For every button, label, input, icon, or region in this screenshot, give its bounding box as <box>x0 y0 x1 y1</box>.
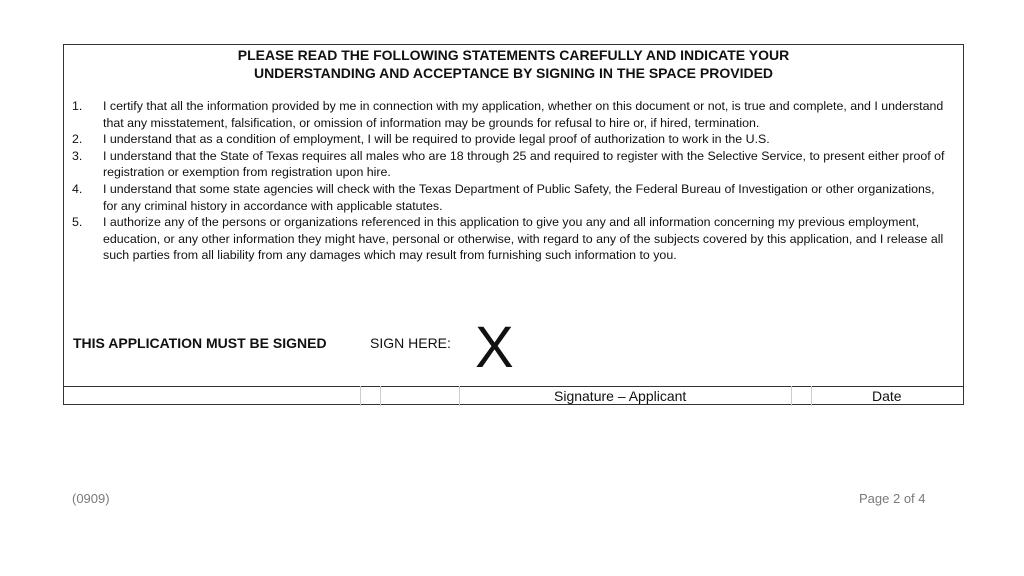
heading-line-1: PLEASE READ THE FOLLOWING STATEMENTS CAREFULLY AND INDICATE YOUR <box>237 47 790 63</box>
statement-text: I understand that the State of Texas requires all males who are 18 through 25 and required to register with the Selective Service, to present either proof of registration or exemption from registration upon hire. <box>103 148 945 180</box>
statement-item <box>72 214 946 264</box>
signature-x-mark: X <box>475 315 514 380</box>
signature-applicant-caption: Signature – Applicant <box>554 388 687 404</box>
signature-caption-row <box>64 388 963 406</box>
form-heading <box>64 46 963 82</box>
statement-item <box>72 181 946 214</box>
form-code: (0909) <box>72 491 110 506</box>
statements-list <box>72 98 946 264</box>
statement-number: 4. <box>72 181 83 196</box>
statement-number: 5. <box>72 215 83 230</box>
signature-line[interactable] <box>64 386 963 387</box>
statement-number: 1. <box>72 99 83 113</box>
statement-text: I authorize any of the persons or organizations referenced in this application to give you any and all information concerning my previous employment, education, or any other information they might have, personal or otherwise, with regard to any of the subjects covered by this application, and I release all such parties from all liability from any damages which may result from furnishing such information to you. <box>103 215 944 263</box>
statement-item <box>72 131 946 148</box>
acknowledgement-form-box <box>63 44 964 405</box>
statement-item <box>72 148 946 181</box>
date-caption: Date <box>872 388 902 404</box>
statement-number: 2. <box>72 132 83 147</box>
must-sign-label: THIS APPLICATION MUST BE SIGNED <box>73 335 327 351</box>
heading-line-2: UNDERSTANDING AND ACCEPTANCE BY SIGNING IN THE SPACE PROVIDED <box>253 65 774 81</box>
statement-item <box>72 98 946 131</box>
statement-text: I understand that as a condition of employment, I will be required to provide legal proof of authorization to work in the U.S. <box>103 132 770 147</box>
statement-number: 3. <box>72 148 83 163</box>
sign-here-label: SIGN HERE: <box>370 335 451 351</box>
statement-text: I understand that some state agencies will check with the Texas Department of Public Safety, the Federal Bureau of Investigation or other organizations, for any criminal history in accordance with applicable statutes. <box>103 181 935 213</box>
statement-text: I certify that all the information provided by me in connection with my application, whether on this document or not, is true and complete, and I understand that any misstatement, falsification, or omission of information may be grounds for refusal to hire or, if hired, termination. <box>103 99 944 130</box>
page-number: Page 2 of 4 <box>859 491 926 506</box>
